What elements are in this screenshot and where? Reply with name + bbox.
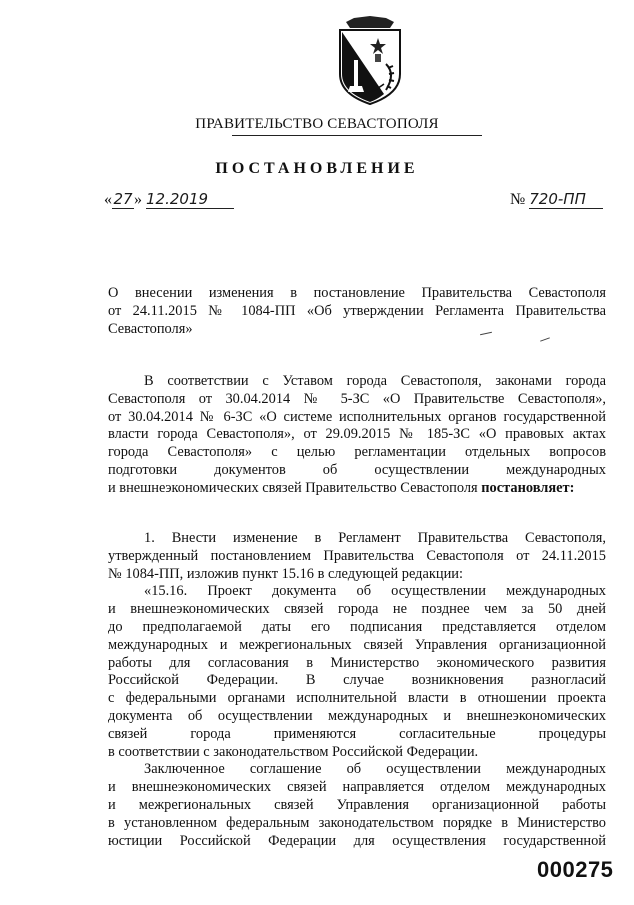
item-line: 1. Внести изменение в Регламент Правительства Севастополя, <box>144 530 606 546</box>
preamble-line: власти города Севастополя», от 29.09.2015 № 185-ЗС «О правовых актах <box>108 426 606 443</box>
coat-of-arms-emblem <box>326 16 414 106</box>
item-line: № 1084-ПП, изложив пункт 15.16 в следующей редакции: <box>108 565 463 582</box>
item-line: работы для согласования в Министерство экономического развития <box>108 654 606 671</box>
date-day: 27 <box>113 190 133 208</box>
item-line: в соответствии с законодательством Российской Федерации. <box>108 743 479 760</box>
item-line: и внешнеэкономических связей направляется отделом международных <box>108 779 606 796</box>
date-close-quote: » <box>134 191 142 208</box>
sevastopol-coat-of-arms-icon <box>326 16 414 106</box>
preamble-line: подготовки документов об осуществлении международных <box>108 461 606 478</box>
resolution-keyword: постановляет: <box>481 479 575 496</box>
item-line: «15.16. Проект документа об осуществлении международных <box>144 583 606 600</box>
item-line: утвержденный постановлением Правительства Севастополя от 24.11.2015 <box>108 547 606 564</box>
document-subject <box>108 285 606 338</box>
preamble-paragraph <box>108 373 606 498</box>
document-date <box>104 190 234 209</box>
date-month-year: 12.2019 <box>146 190 234 209</box>
subject-line: Севастополя» <box>108 320 193 337</box>
preamble-last-line <box>108 480 606 498</box>
registry-code: 000275 <box>537 857 614 882</box>
item-line: Российской Федерации. В случае возникновения разногласий <box>108 672 606 689</box>
preamble-line: В соответствии с Уставом города Севастополя, законами города <box>144 373 606 389</box>
item-line: и межрегиональных связей Управления организационной работы <box>108 796 606 813</box>
item-line: документа об осуществлении международных и внешнеэкономических <box>108 707 606 724</box>
government-title: ПРАВИТЕЛЬСТВО СЕВАСТОПОЛЯ <box>195 116 439 132</box>
number-sign: № <box>510 191 526 208</box>
preamble-line: города Севастополя» с целью регламентации отдельных вопросов <box>108 444 606 461</box>
item-line: с федеральными органами исполнительной власти в отношении проекта <box>108 690 606 707</box>
preamble-line: от 30.04.2014 № 6-ЗС «О системе исполнительных органов государственной <box>108 408 606 425</box>
document-number <box>510 190 603 209</box>
item-line: в установленном федеральным законодательством порядке в Министерство <box>108 814 606 831</box>
preamble-line: и внешнеэкономических связей Правительство Севастополя <box>108 479 482 496</box>
item-line: связей города применяются согласительные процедуры <box>108 725 606 742</box>
preamble-line: Севастополя от 30.04.2014 № 5-ЗС «О Правительстве Севастополя», <box>108 390 606 407</box>
item-line: международных и межрегиональных связей Управления организационной <box>108 636 606 653</box>
item-line: и внешнеэкономических связей города не позднее чем за 50 дней <box>108 601 606 618</box>
item-line: до предполагаемой даты его подписания представляется отделом <box>108 618 606 635</box>
title-divider <box>232 135 482 136</box>
document-type-heading: ПОСТАНОВЛЕНИЕ <box>215 160 419 177</box>
document-number-value: 720-ПП <box>529 190 603 209</box>
date-open-quote: « <box>104 191 112 208</box>
item-line: Заключенное соглашение об осуществлении международных <box>144 761 606 778</box>
subject-line: от 24.11.2015 № 1084-ПП «Об утверждении Регламента Правительства <box>108 302 606 319</box>
subject-line: О внесении изменения в постановление Правительства Севастополя <box>108 285 606 301</box>
item-one-paragraph <box>108 530 606 850</box>
item-line: юстиции Российской Федерации для осуществления государственной <box>108 832 606 849</box>
